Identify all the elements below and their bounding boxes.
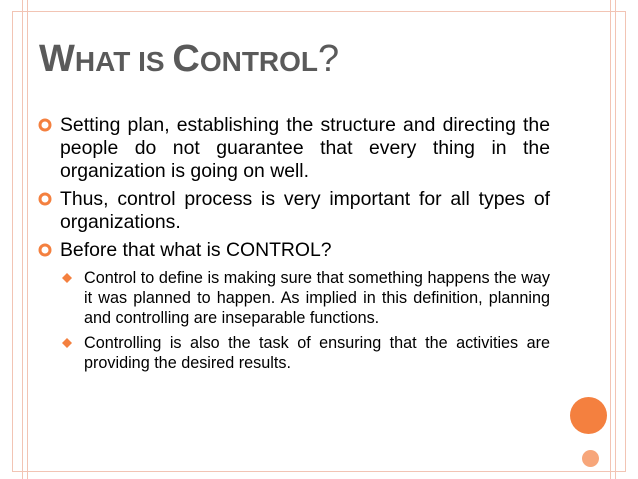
bullet-item bbox=[38, 114, 550, 183]
sub-bullet-text: Control to define is making sure that something happens the way it was planned to happen. As implied in this definition, planning and controlling are inseparable functions. bbox=[84, 269, 550, 327]
orange-ring-bullet-icon bbox=[38, 242, 52, 258]
frame-vertical-line-right-1 bbox=[610, 0, 611, 479]
sub-bullet-item bbox=[62, 333, 550, 373]
slide-title bbox=[39, 40, 599, 78]
orange-ring-bullet-icon bbox=[38, 191, 52, 207]
bullet-text: Before that what is CONTROL? bbox=[60, 239, 332, 261]
slide-content bbox=[38, 114, 550, 378]
title-part-1: HAT IS bbox=[74, 46, 173, 77]
title-initial-2: C bbox=[172, 38, 200, 80]
title-part-2: ONTROL bbox=[199, 46, 319, 77]
orange-diamond-bullet-icon bbox=[62, 338, 72, 348]
bullet-item bbox=[38, 188, 550, 234]
bullet-item bbox=[38, 239, 550, 262]
bullet-text: Setting plan, establishing the structure and directing the people do not guarantee that every thing in the organization is going on well. bbox=[60, 114, 550, 182]
frame-vertical-line-right-2 bbox=[615, 0, 616, 479]
bullet-text: Thus, control process is very important for all types of organizations. bbox=[60, 188, 550, 233]
decorative-circle-large bbox=[570, 397, 607, 434]
sub-bullet-item bbox=[62, 268, 550, 328]
title-question-mark: ? bbox=[318, 38, 340, 80]
decorative-circle-small bbox=[582, 450, 599, 467]
sub-bullet-text: Controlling is also the task of ensuring that the activities are providing the desired results. bbox=[84, 334, 550, 372]
frame-vertical-line-left-2 bbox=[27, 0, 28, 479]
orange-diamond-bullet-icon bbox=[62, 273, 72, 283]
title-initial: W bbox=[39, 38, 75, 80]
orange-ring-bullet-icon bbox=[38, 117, 52, 133]
frame-vertical-line-left-1 bbox=[22, 0, 23, 479]
